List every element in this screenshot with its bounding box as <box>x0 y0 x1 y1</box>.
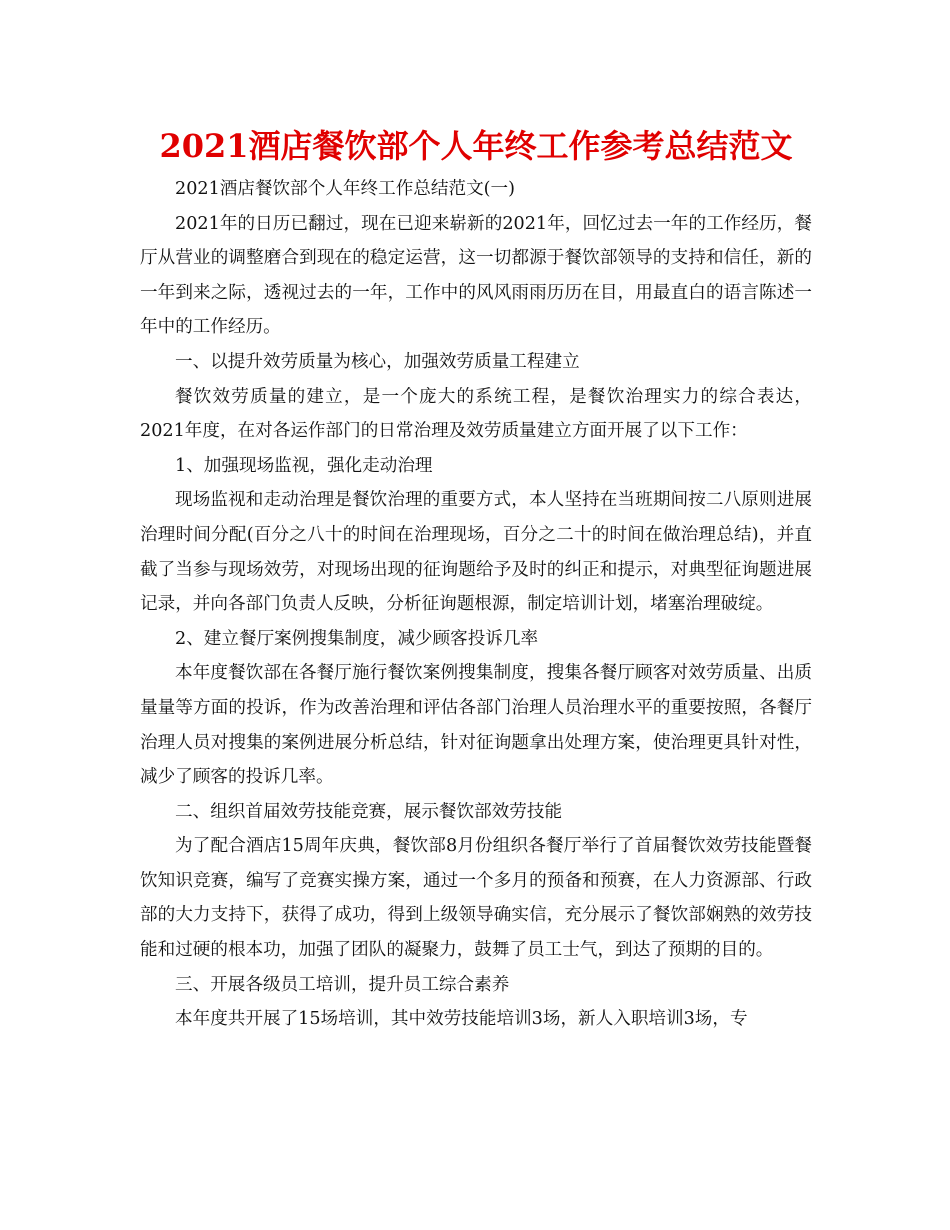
document-page <box>140 124 812 1037</box>
section-heading-3: 三、开展各级员工培训，提升员工综合素养 <box>175 974 510 995</box>
subsection-heading-1-1: 1、加强现场监视，强化走动治理 <box>175 455 433 476</box>
document-title: 2021酒店餐饮部个人年终工作参考总结范文 <box>159 127 793 165</box>
subsection-heading-1-2: 2、建立餐厅案例搜集制度，减少顾客投诉几率 <box>175 628 539 649</box>
paragraph-section-1: 餐饮效劳质量的建立，是一个庞大的系统工程，是餐饮治理实力的综合表达，2021年度，在对各运作部门的日常治理及效劳质量建立方面开展了以下工作： <box>140 386 812 442</box>
paragraph-section-2: 为了配合酒店15周年庆典，餐饮部8月份组织各餐厅举行了首届餐饮效劳技能暨餐饮知识竞赛，编写了竞赛实操方案，通过一个多月的预备和预赛，在人力资源部、行政部的大力支持下，获得了成功，得到上级领导确实信，充分展示了餐饮部娴熟的效劳技能和过硬的根本功，加强了团队的凝聚力，鼓舞了员工士气，到达了预期的目的。 <box>140 836 812 961</box>
section-heading-2: 二、组织首届效劳技能竞赛，展示餐饮部效劳技能 <box>175 801 563 822</box>
paragraph-intro: 2021年的日历已翻过，现在已迎来崭新的2021年，回忆过去一年的工作经历，餐厅从营业的调整磨合到现在的稳定运营，这一切都源于餐饮部领导的支持和信任，新的一年到来之际，透视过去的一年，工作中的风风雨雨历历在目，用最直白的语言陈述一年中的工作经历。 <box>140 213 812 338</box>
document-subtitle: 2021酒店餐饮部个人年终工作总结范文(一) <box>175 179 516 199</box>
section-heading-1: 一、以提升效劳质量为核心，加强效劳质量工程建立 <box>175 351 580 372</box>
paragraph-subsection-1-1: 现场监视和走动治理是餐饮治理的重要方式，本人坚持在当班期间按二八原则进展治理时间分配(百分之八十的时间在治理现场，百分之二十的时间在做治理总结)，并直截了当参与现场效劳，对现场出现的征询题给予及时的纠正和提示，对典型征询题进展记录，并向各部门负责人反映，分析征询题根源，制定培训计划，堵塞治理破绽。 <box>140 490 812 615</box>
paragraph-section-3: 本年度共开展了15场培训，其中效劳技能培训3场，新人入职培训3场，专 <box>175 1009 748 1030</box>
paragraph-subsection-1-2: 本年度餐饮部在各餐厅施行餐饮案例搜集制度，搜集各餐厅顾客对效劳质量、出质量量等方面的投诉，作为改善治理和评估各部门治理人员治理水平的重要按照，各餐厅治理人员对搜集的案例进展分析总结，针对征询题拿出处理方案，使治理更具针对性，减少了顾客的投诉几率。 <box>140 663 812 788</box>
